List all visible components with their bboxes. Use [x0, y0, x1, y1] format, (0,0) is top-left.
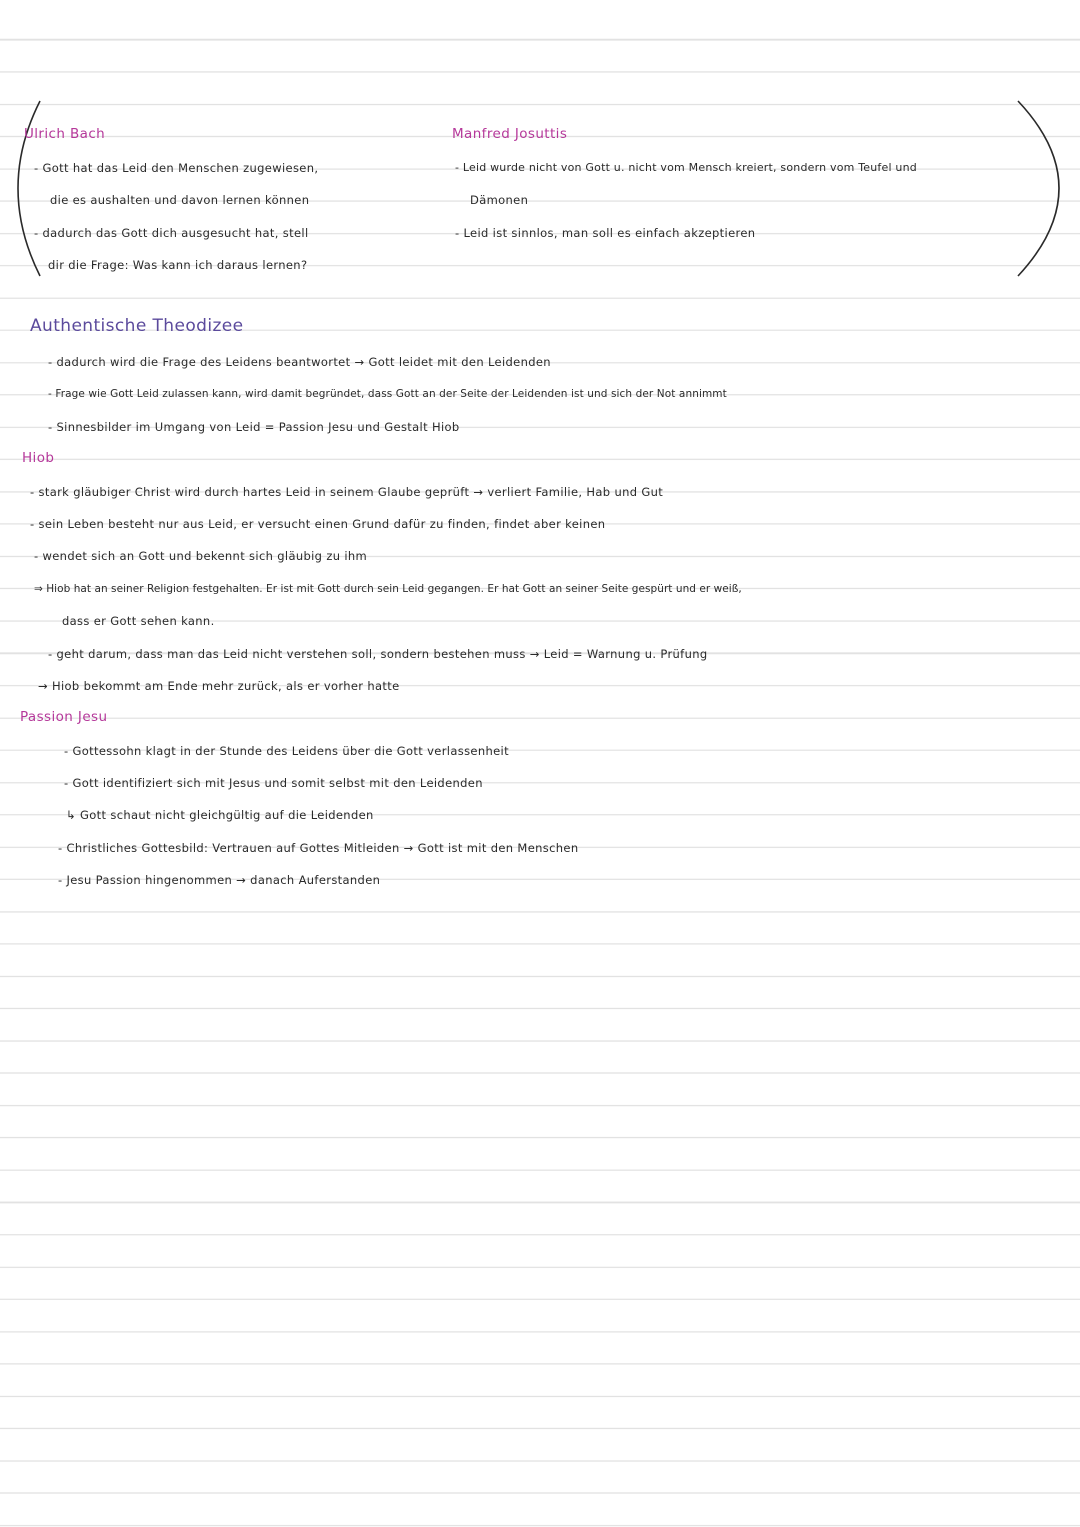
theodizee-heading: Authentische Theodizee: [30, 316, 244, 336]
theodizee-line-3: - Sinnesbilder im Umgang von Leid = Passion Jesu und Gestalt Hiob: [48, 420, 460, 434]
hiob-line-6: - geht darum, dass man das Leid nicht verstehen soll, sondern bestehen muss → Leid = Warnung u. Prüfung: [48, 647, 708, 661]
bach-line-1: - Gott hat das Leid den Menschen zugewiesen,: [34, 161, 319, 175]
hiob-line-4: ⇒ Hiob hat an seiner Religion festgehalten. Er ist mit Gott durch sein Leid gegangen. Er hat Gott an seiner Seite gespürt und er weiß,: [34, 583, 742, 595]
passion-line-2: - Gott identifiziert sich mit Jesus und somit selbst mit den Leidenden: [64, 776, 483, 790]
josuttis-heading: Manfred Josuttis: [452, 126, 568, 142]
passion-line-5: - Jesu Passion hingenommen → danach Auferstanden: [58, 873, 381, 887]
hiob-line-2: - sein Leben besteht nur aus Leid, er versucht einen Grund dafür zu finden, findet aber keinen: [30, 517, 606, 531]
josuttis-line-1: - Leid wurde nicht von Gott u. nicht vom Mensch kreiert, sondern vom Teufel und: [455, 161, 917, 174]
bach-line-4: dir die Frage: Was kann ich daraus lernen?: [48, 258, 308, 272]
passion-line-3: ↳ Gott schaut nicht gleichgültig auf die Leidenden: [66, 808, 374, 822]
left-bracket: [0, 96, 80, 281]
theodizee-line-1: - dadurch wird die Frage des Leidens beantwortet → Gott leidet mit den Leidenden: [48, 355, 551, 369]
josuttis-line-3: - Leid ist sinnlos, man soll es einfach akzeptieren: [455, 226, 756, 240]
hiob-heading: Hiob: [22, 450, 55, 466]
hiob-line-1: - stark gläubiger Christ wird durch hartes Leid in seinem Glaube geprüft → verliert Familie, Hab und Gut: [30, 485, 664, 499]
bach-line-2: die es aushalten und davon lernen können: [50, 193, 310, 207]
hiob-line-7: → Hiob bekommt am Ende mehr zurück, als er vorher hatte: [38, 679, 400, 693]
right-bracket: [1000, 96, 1080, 281]
passion-heading: Passion Jesu: [20, 709, 108, 725]
hiob-line-3: - wendet sich an Gott und bekennt sich gläubig zu ihm: [34, 549, 368, 563]
passion-line-1: - Gottessohn klagt in der Stunde des Leidens über die Gott verlassenheit: [64, 744, 509, 758]
bach-heading: Ulrich Bach: [24, 126, 106, 142]
theodizee-line-2: - Frage wie Gott Leid zulassen kann, wird damit begründet, dass Gott an der Seite der Leidenden ist und sich der Not annimmt: [48, 388, 727, 400]
bach-line-3: - dadurch das Gott dich ausgesucht hat, stell: [34, 226, 309, 240]
hiob-line-5: dass er Gott sehen kann.: [62, 614, 215, 628]
josuttis-line-2: Dämonen: [470, 193, 529, 207]
passion-line-4: - Christliches Gottesbild: Vertrauen auf Gottes Mitleiden → Gott ist mit den Menschen: [58, 841, 579, 855]
